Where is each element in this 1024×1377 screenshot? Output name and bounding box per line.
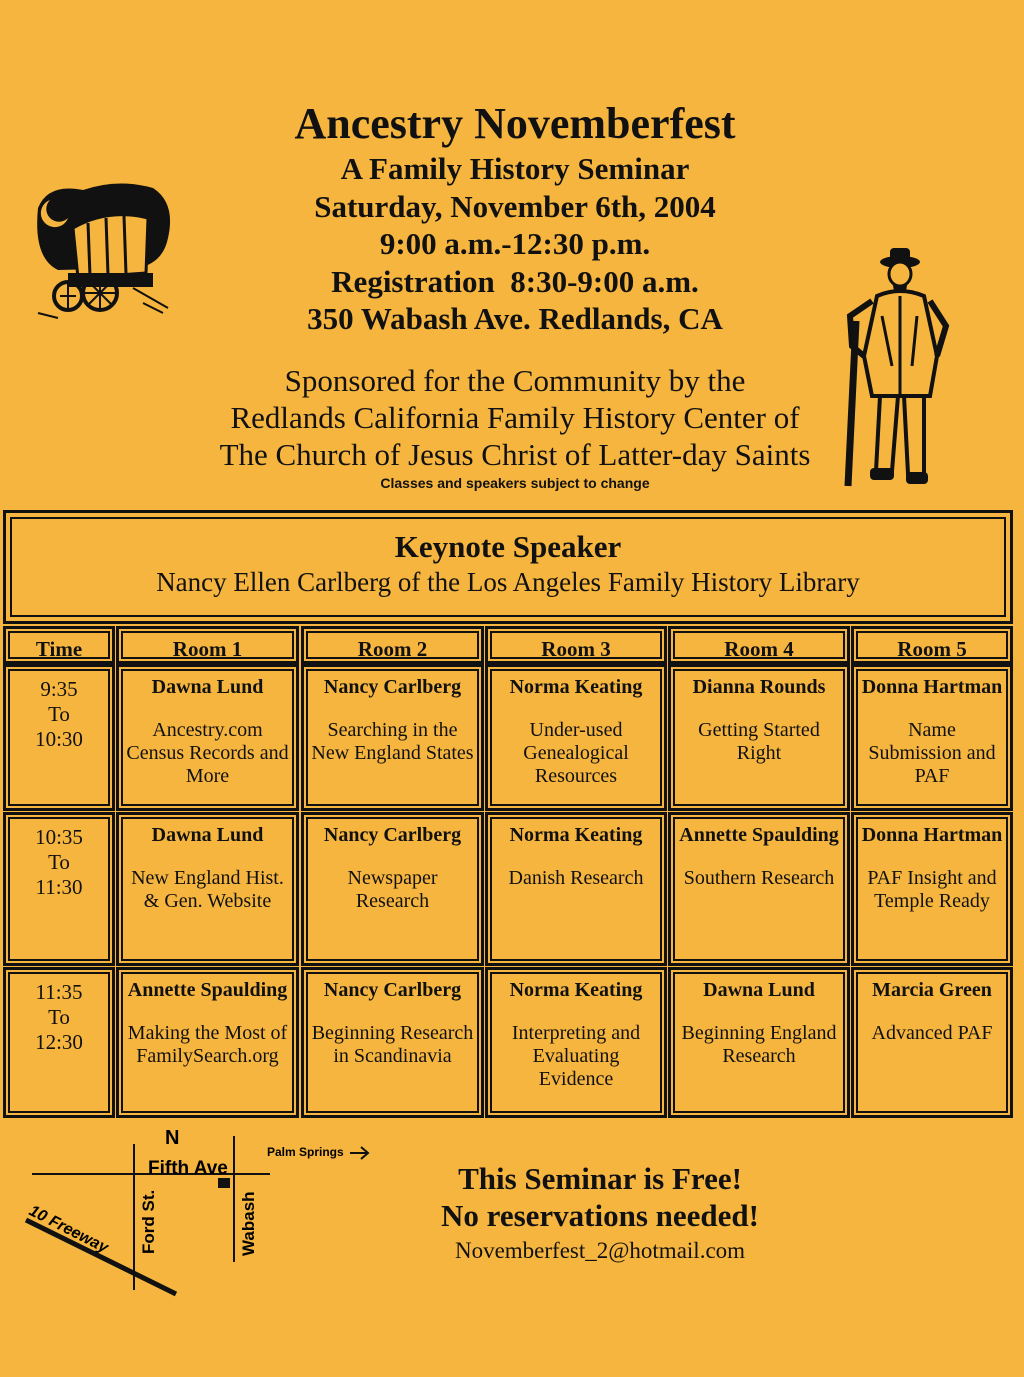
- session-speaker: Norma Keating: [509, 979, 643, 1001]
- sponsor-block: [130, 362, 900, 491]
- sponsor-line-3: The Church of Jesus Christ of Latter-day Saints: [219, 437, 811, 472]
- session-cell: [485, 812, 667, 966]
- palm-springs-label: Palm Springs: [267, 1145, 344, 1159]
- session-topic: Advanced PAF: [871, 1022, 993, 1044]
- time-to: To: [48, 1005, 70, 1029]
- session-topic: Danish Research: [508, 867, 644, 889]
- event-time: 9:00 a.m.-12:30 p.m.: [379, 226, 651, 261]
- session-topic: Southern Research: [683, 867, 835, 889]
- session-cell: [851, 812, 1013, 966]
- session-cell: [668, 664, 850, 811]
- session-speaker: Annette Spaulding: [679, 824, 839, 846]
- time-start: 10:35: [35, 825, 83, 849]
- session-speaker: Donna Hartman: [861, 676, 1003, 698]
- session-cell: [485, 664, 667, 811]
- column-header-time: Time: [3, 626, 115, 664]
- time-slot-2: [3, 812, 115, 966]
- session-cell: [851, 664, 1013, 811]
- keynote-box: [3, 510, 1013, 624]
- event-title: Ancestry Novemberfest: [294, 99, 736, 148]
- keynote-speaker: Nancy Ellen Carlberg of the Los Angeles Family History Library: [156, 567, 860, 597]
- session-cell: [668, 967, 850, 1118]
- change-note: Classes and speakers subject to change: [380, 475, 650, 491]
- seminar-header: [150, 98, 880, 338]
- ford-st-label: Ford St.: [139, 1189, 158, 1254]
- wabash-label: Wabash: [239, 1191, 258, 1256]
- session-speaker: Nancy Carlberg: [323, 979, 462, 1001]
- session-cell: [851, 967, 1013, 1118]
- keynote-title: Keynote Speaker: [394, 529, 622, 564]
- session-topic: Beginning Research in Scandinavia: [311, 1022, 474, 1067]
- session-speaker: Norma Keating: [509, 824, 643, 846]
- session-speaker: Nancy Carlberg: [323, 676, 462, 698]
- contact-email: Novemberfest_2@hotmail.com: [454, 1238, 746, 1263]
- no-reservations-line: No reservations needed!: [441, 1198, 759, 1233]
- time-to: To: [48, 850, 70, 874]
- schedule-table: [3, 626, 1013, 1118]
- session-speaker: Dianna Rounds: [692, 676, 826, 698]
- session-cell: [116, 967, 299, 1118]
- time-to: To: [48, 702, 70, 726]
- session-speaker: Donna Hartman: [861, 824, 1003, 846]
- column-header-room-4: Room 4: [668, 626, 850, 664]
- time-end: 12:30: [35, 1030, 83, 1054]
- sponsor-line-1: Sponsored for the Community by the: [284, 363, 746, 398]
- session-cell: [668, 812, 850, 966]
- session-cell: [301, 967, 484, 1118]
- session-speaker: Dawna Lund: [151, 676, 264, 698]
- arrow-right-icon: [350, 1147, 368, 1159]
- event-address: 350 Wabash Ave. Redlands, CA: [307, 301, 723, 336]
- session-speaker: Marcia Green: [872, 979, 992, 1001]
- column-header-room-5: Room 5: [851, 626, 1013, 664]
- time-end: 11:30: [35, 875, 83, 899]
- time-slot-1: [3, 664, 115, 811]
- session-speaker: Nancy Carlberg: [323, 824, 462, 846]
- session-speaker: Dawna Lund: [151, 824, 264, 846]
- session-cell: [301, 812, 484, 966]
- session-topic: Ancestry.com Census Records and More: [126, 719, 289, 787]
- event-subtitle: A Family History Seminar: [340, 151, 690, 186]
- free-notice: [400, 1160, 800, 1264]
- session-topic: Getting Started Right: [698, 719, 820, 764]
- location-marker: [218, 1178, 230, 1188]
- session-topic: Under-used Genealogical Resources: [523, 719, 629, 787]
- session-cell: [485, 967, 667, 1118]
- directions-map: [20, 1122, 380, 1302]
- session-topic: Beginning England Research: [681, 1022, 837, 1067]
- session-speaker: Norma Keating: [509, 676, 643, 698]
- time-slot-3: [3, 967, 115, 1118]
- free-line: This Seminar is Free!: [458, 1161, 742, 1196]
- session-topic: Name Submission and PAF: [868, 719, 996, 787]
- event-date: Saturday, November 6th, 2004: [314, 188, 716, 224]
- session-cell: [301, 664, 484, 811]
- session-topic: Making the Most of FamilySearch.org: [127, 1022, 288, 1067]
- sponsor-line-2: Redlands California Family History Center of: [230, 400, 800, 435]
- session-speaker: Dawna Lund: [703, 979, 815, 1001]
- session-cell: [116, 664, 299, 811]
- fifth-ave-label: Fifth Ave: [148, 1158, 228, 1179]
- time-end: 10:30: [35, 727, 83, 751]
- north-label: N: [165, 1127, 180, 1149]
- column-header-room-1: Room 1: [116, 626, 299, 664]
- session-topic: Newspaper Research: [347, 867, 438, 912]
- time-start: 9:35: [40, 677, 78, 701]
- freeway-label: 10 Freeway: [26, 1202, 111, 1257]
- session-topic: Searching in the New England States: [311, 719, 474, 764]
- session-topic: PAF Insight and Temple Ready: [867, 867, 997, 912]
- column-header-room-3: Room 3: [485, 626, 667, 664]
- event-registration: Registration 8:30-9:00 a.m.: [331, 263, 699, 299]
- time-start: 11:35: [35, 980, 83, 1004]
- session-topic: New England Hist. & Gen. Website: [131, 867, 284, 912]
- session-speaker: Annette Spaulding: [127, 979, 288, 1001]
- column-header-room-2: Room 2: [301, 626, 484, 664]
- session-cell: [116, 812, 299, 966]
- session-topic: Interpreting and Evaluating Evidence: [511, 1022, 641, 1090]
